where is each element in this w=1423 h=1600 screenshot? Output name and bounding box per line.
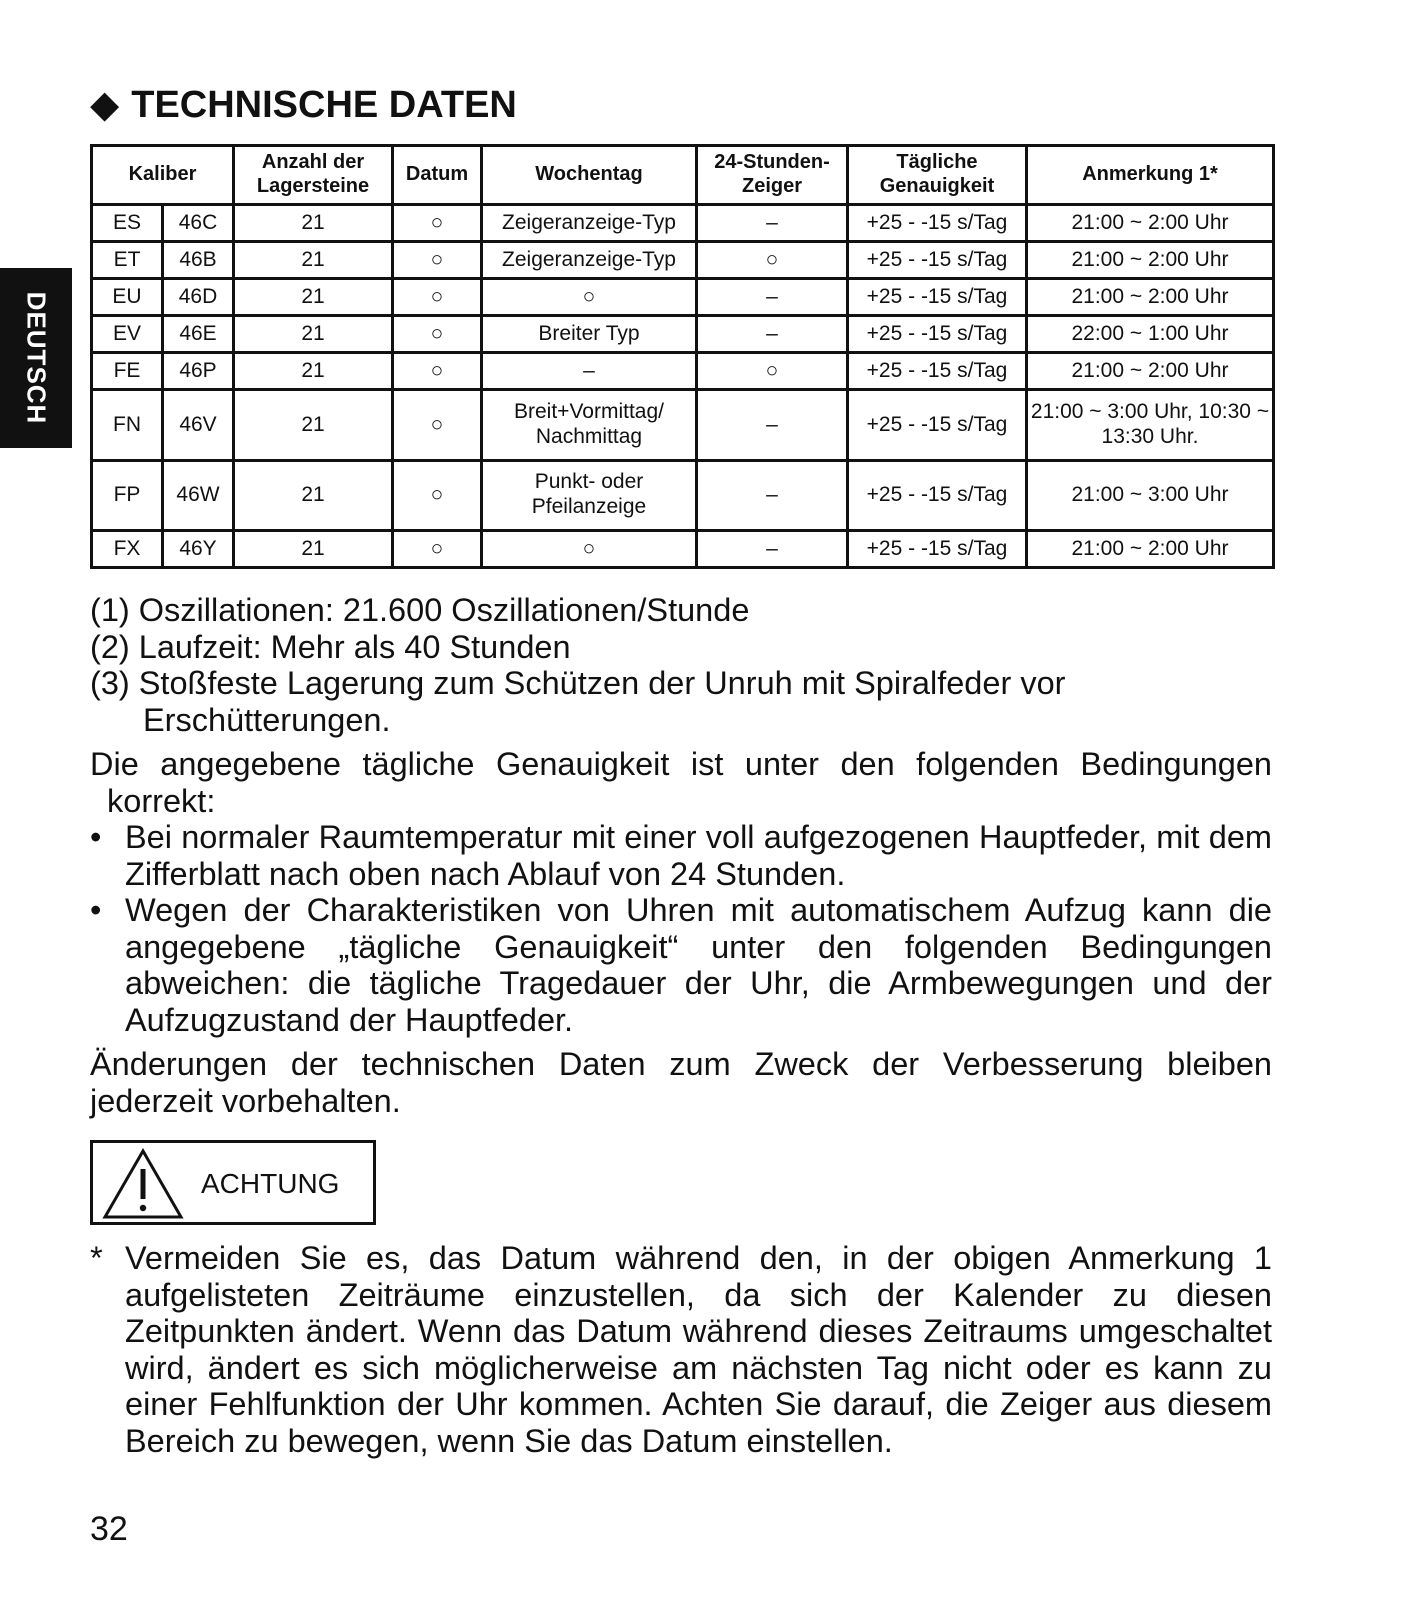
condition-bullet bbox=[90, 892, 1272, 1038]
cell-note: 21:00 ~ 2:00 Uhr bbox=[1027, 279, 1274, 316]
cell-accuracy: +25 - -15 s/Tag bbox=[848, 205, 1027, 242]
cell-weekday: ○ bbox=[482, 530, 697, 567]
bullet-icon: • bbox=[90, 819, 102, 855]
cell-code: FE bbox=[92, 353, 163, 390]
note-item: (1) Oszillationen: 21.600 Oszillationen/Stunde bbox=[90, 592, 750, 628]
table-row bbox=[92, 242, 1274, 279]
diamond-icon: ◆ bbox=[90, 84, 120, 126]
header-wochentag: Wochentag bbox=[482, 146, 697, 205]
cell-note: 21:00 ~ 2:00 Uhr bbox=[1027, 353, 1274, 390]
table-header-row bbox=[92, 146, 1274, 205]
cell-code: FP bbox=[92, 460, 163, 530]
table-row bbox=[92, 279, 1274, 316]
cell-weekday: Zeigeranzeige-Typ bbox=[482, 205, 697, 242]
cell-jewels: 21 bbox=[234, 279, 393, 316]
cell-code: FX bbox=[92, 530, 163, 567]
warning-triangle-icon bbox=[101, 1147, 185, 1221]
condition-text: Wegen der Charakteristiken von Uhren mit automatischem Aufzug kann die angegebene „tägliche Genauigkeit“ unter den folgenden Bedingungen abweichen: die tägliche Tragedauer der Uhr, die Armbewegungen und der Aufzugzustand der Hauptfeder. bbox=[125, 892, 1272, 1038]
section-heading bbox=[90, 82, 517, 127]
footnote bbox=[90, 1240, 1272, 1459]
cell-weekday: Breiter Typ bbox=[482, 316, 697, 353]
cell-24h-hand: ○ bbox=[697, 353, 848, 390]
cell-caliber: 46D bbox=[163, 279, 234, 316]
cell-accuracy: +25 - -15 s/Tag bbox=[848, 353, 1027, 390]
asterisk-icon: * bbox=[90, 1240, 103, 1276]
cell-code: EV bbox=[92, 316, 163, 353]
section-title: TECHNISCHE DATEN bbox=[131, 84, 517, 126]
note-item: (3) Stoßfeste Lagerung zum Schützen der Unruh mit Spiralfeder vor Erschütterungen. bbox=[90, 665, 1066, 738]
cell-jewels: 21 bbox=[234, 460, 393, 530]
cell-date: ○ bbox=[393, 390, 482, 460]
caution-label: ACHTUNG bbox=[201, 1168, 340, 1199]
cell-weekday: Punkt- oder Pfeilanzeige bbox=[482, 460, 697, 530]
cell-accuracy: +25 - -15 s/Tag bbox=[848, 242, 1027, 279]
cell-24h-hand: – bbox=[697, 390, 848, 460]
cell-24h-hand: ○ bbox=[697, 242, 848, 279]
cell-weekday: – bbox=[482, 353, 697, 390]
cell-note: 21:00 ~ 3:00 Uhr bbox=[1027, 460, 1274, 530]
cell-24h-hand: – bbox=[697, 279, 848, 316]
cell-24h-hand: – bbox=[697, 205, 848, 242]
cell-weekday: Breit+Vormittag/ Nachmittag bbox=[482, 390, 697, 460]
condition-bullet bbox=[90, 819, 1272, 892]
cell-date: ○ bbox=[393, 460, 482, 530]
cell-weekday: Zeigeranzeige-Typ bbox=[482, 242, 697, 279]
cell-jewels: 21 bbox=[234, 353, 393, 390]
cell-accuracy: +25 - -15 s/Tag bbox=[848, 530, 1027, 567]
cell-caliber: 46E bbox=[163, 316, 234, 353]
language-tab bbox=[0, 268, 72, 448]
changes-notice: Änderungen der technischen Daten zum Zweck der Verbesserung bleiben jederzeit vorbehalten. bbox=[90, 1046, 1272, 1119]
cell-code: ES bbox=[92, 205, 163, 242]
cell-accuracy: +25 - -15 s/Tag bbox=[848, 390, 1027, 460]
table-row bbox=[92, 460, 1274, 530]
cell-caliber: 46V bbox=[163, 390, 234, 460]
cell-jewels: 21 bbox=[234, 390, 393, 460]
cell-accuracy: +25 - -15 s/Tag bbox=[848, 279, 1027, 316]
cell-caliber: 46Y bbox=[163, 530, 234, 567]
cell-note: 22:00 ~ 1:00 Uhr bbox=[1027, 316, 1274, 353]
footnote-text: Vermeiden Sie es, das Datum während den, in der obigen Anmerkung 1 aufgelisteten Zeiträume einzustellen, da sich der Kalender zu diesen Zeitpunkten ändert. Wenn das Datum während dieses Zeitraums umgeschaltet wird, ändert es sich möglicherweise am nächsten Tag nicht oder es kann zu einer Fehlfunktion der Uhr kommen. Achten Sie darauf, die Zeiger aus diesem Bereich zu bewegen, wenn Sie das Datum einstellen. bbox=[125, 1240, 1272, 1459]
cell-24h-hand: – bbox=[697, 530, 848, 567]
cell-caliber: 46B bbox=[163, 242, 234, 279]
notes-section bbox=[90, 592, 1272, 1119]
cell-weekday: ○ bbox=[482, 279, 697, 316]
cell-date: ○ bbox=[393, 353, 482, 390]
condition-text: Bei normaler Raumtemperatur mit einer voll aufgezogenen Hauptfeder, mit dem Zifferblatt nach oben nach Ablauf von 24 Stunden. bbox=[125, 819, 1272, 892]
page-number: 32 bbox=[90, 1510, 128, 1548]
cell-24h-hand: – bbox=[697, 460, 848, 530]
header-kaliber: Kaliber bbox=[92, 146, 234, 205]
table-row bbox=[92, 316, 1274, 353]
cell-date: ○ bbox=[393, 205, 482, 242]
table-row bbox=[92, 353, 1274, 390]
cell-note: 21:00 ~ 2:00 Uhr bbox=[1027, 205, 1274, 242]
cell-jewels: 21 bbox=[234, 316, 393, 353]
cell-caliber: 46P bbox=[163, 353, 234, 390]
header-genauigkeit: Tägliche Genauigkeit bbox=[848, 146, 1027, 205]
table-row bbox=[92, 390, 1274, 460]
accuracy-intro: Die angegebene tägliche Genauigkeit ist unter den folgenden Bedingungen korrekt: bbox=[90, 746, 1272, 819]
cell-code: EU bbox=[92, 279, 163, 316]
header-24-stunden-zeiger: 24-Stunden-Zeiger bbox=[697, 146, 848, 205]
cell-jewels: 21 bbox=[234, 205, 393, 242]
cell-jewels: 21 bbox=[234, 530, 393, 567]
spec-table bbox=[90, 144, 1275, 569]
cell-accuracy: +25 - -15 s/Tag bbox=[848, 460, 1027, 530]
cell-jewels: 21 bbox=[234, 242, 393, 279]
cell-24h-hand: – bbox=[697, 316, 848, 353]
cell-note: 21:00 ~ 2:00 Uhr bbox=[1027, 242, 1274, 279]
cell-accuracy: +25 - -15 s/Tag bbox=[848, 316, 1027, 353]
cell-date: ○ bbox=[393, 279, 482, 316]
cell-caliber: 46C bbox=[163, 205, 234, 242]
table-row bbox=[92, 205, 1274, 242]
cell-date: ○ bbox=[393, 530, 482, 567]
table-row bbox=[92, 530, 1274, 567]
cell-date: ○ bbox=[393, 316, 482, 353]
header-datum: Datum bbox=[393, 146, 482, 205]
cell-note: 21:00 ~ 3:00 Uhr, 10:30 ~ 13:30 Uhr. bbox=[1027, 390, 1274, 460]
caution-box bbox=[90, 1140, 376, 1225]
note-item: (2) Laufzeit: Mehr als 40 Stunden bbox=[90, 628, 571, 665]
cell-code: FN bbox=[92, 390, 163, 460]
cell-note: 21:00 ~ 2:00 Uhr bbox=[1027, 530, 1274, 567]
bullet-icon: • bbox=[90, 892, 102, 928]
header-anmerkung: Anmerkung 1* bbox=[1027, 146, 1274, 205]
language-tab-label: DEUTSCH bbox=[21, 291, 52, 425]
cell-date: ○ bbox=[393, 242, 482, 279]
header-lagersteine: Anzahl der Lagersteine bbox=[234, 146, 393, 205]
cell-caliber: 46W bbox=[163, 460, 234, 530]
cell-code: ET bbox=[92, 242, 163, 279]
